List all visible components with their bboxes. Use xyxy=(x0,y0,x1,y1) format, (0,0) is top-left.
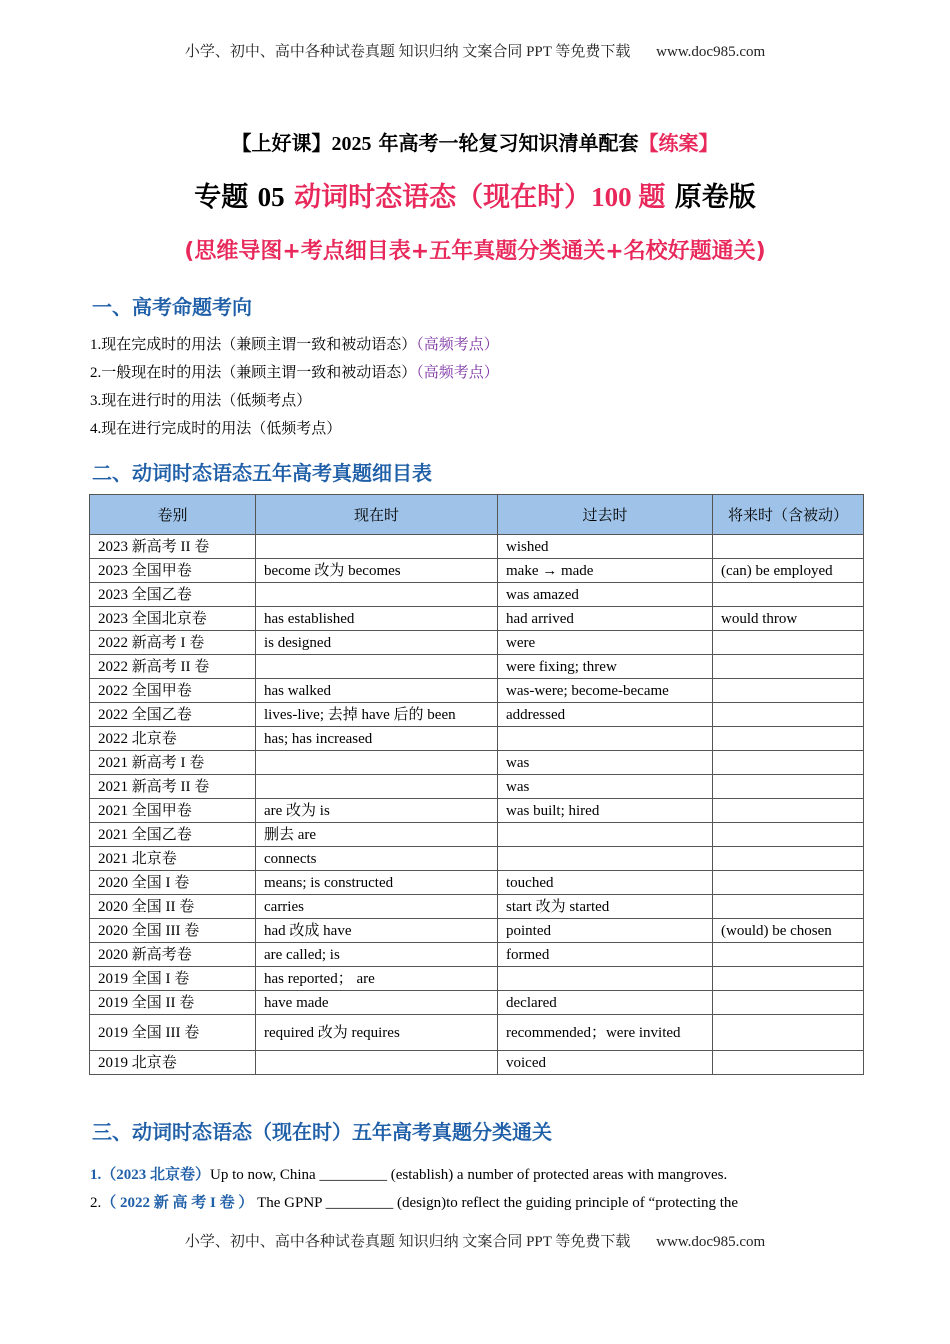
item-text: 3.现在进行时的用法（低频考点） xyxy=(90,393,312,409)
table-cell: had arrived xyxy=(498,607,713,631)
table-cell xyxy=(713,679,864,703)
section2-heading: 二、动词时态语态五年高考真题细目表 xyxy=(92,461,432,485)
section3-heading: 三、动词时态语态（现在时）五年高考真题分类通关 xyxy=(92,1120,552,1144)
table-cell xyxy=(713,535,864,559)
table-cell: carries xyxy=(256,895,498,919)
table-cell: has established xyxy=(256,607,498,631)
table-row xyxy=(90,991,864,1015)
list-item xyxy=(90,361,499,389)
table-row xyxy=(90,823,864,847)
table-cell: 2023 新高考 II 卷 xyxy=(90,535,256,559)
table-cell: 2020 全国 III 卷 xyxy=(90,919,256,943)
table-cell: 2019 全国 III 卷 xyxy=(90,1015,256,1051)
title-tag: 【练案】 xyxy=(638,131,719,155)
table-cell: 2023 全国甲卷 xyxy=(90,559,256,583)
table-cell: has reported； are xyxy=(256,967,498,991)
table-cell xyxy=(713,775,864,799)
item-tag: （高频考点） xyxy=(416,337,499,353)
table-cell: connects xyxy=(256,847,498,871)
table-row xyxy=(90,919,864,943)
section1-list xyxy=(90,333,499,445)
table-row xyxy=(90,799,864,823)
table-cell: 2021 新高考 II 卷 xyxy=(90,775,256,799)
item-tag: （高频考点） xyxy=(416,365,499,381)
question-1 xyxy=(90,1163,727,1184)
table-cell: 2022 新高考 I 卷 xyxy=(90,631,256,655)
title2-b: 05 xyxy=(257,182,285,212)
table-cell xyxy=(713,727,864,751)
table-cell: 2021 新高考 I 卷 xyxy=(90,751,256,775)
table-cell: 删去 are xyxy=(256,823,498,847)
table-cell: become 改为 becomes xyxy=(256,559,498,583)
table-row xyxy=(90,703,864,727)
title2-c: 动词时态语态（现在时） xyxy=(284,182,592,213)
table-cell xyxy=(713,655,864,679)
table-cell: 2021 全国乙卷 xyxy=(90,823,256,847)
page-footer xyxy=(0,1230,950,1251)
footer-text: 小学、初中、高中各种试卷真题 知识归纳 文案合同 PPT 等免费下载 xyxy=(184,1234,631,1250)
table-cell: 2021 全国甲卷 xyxy=(90,799,256,823)
title-year: 2025 xyxy=(331,133,372,155)
table-cell xyxy=(713,991,864,1015)
table-cell xyxy=(498,847,713,871)
table-row xyxy=(90,535,864,559)
q2-source: （ 2022 新 高 考 I 卷 ） xyxy=(101,1195,254,1211)
table-cell xyxy=(256,535,498,559)
title-line-3: (思维导图+考点细目表+五年真题分类通关+名校好题通关) xyxy=(184,239,766,264)
col-header-present: 现在时 xyxy=(256,495,498,535)
table-cell xyxy=(256,775,498,799)
table-cell: was amazed xyxy=(498,583,713,607)
table-cell xyxy=(713,703,864,727)
title2-d: 100 题 xyxy=(591,182,666,212)
table-cell xyxy=(713,823,864,847)
table-body xyxy=(90,535,864,1075)
table-cell xyxy=(713,943,864,967)
table-cell: were fixing; threw xyxy=(498,655,713,679)
table-cell xyxy=(713,1051,864,1075)
table-cell: had 改成 have xyxy=(256,919,498,943)
table-cell: 2021 北京卷 xyxy=(90,847,256,871)
table-cell: wished xyxy=(498,535,713,559)
table-row xyxy=(90,631,864,655)
table-cell: were xyxy=(498,631,713,655)
table-cell: has walked xyxy=(256,679,498,703)
table-row xyxy=(90,895,864,919)
table-row xyxy=(90,583,864,607)
table-cell: touched xyxy=(498,871,713,895)
section1-heading: 一、高考命题考向 xyxy=(92,295,252,319)
table-cell: required 改为 requires xyxy=(256,1015,498,1051)
table-cell: 2023 全国北京卷 xyxy=(90,607,256,631)
table-row xyxy=(90,847,864,871)
table-cell xyxy=(713,1015,864,1051)
q1-source: （2023 北京卷） xyxy=(101,1167,211,1183)
table-cell: 2020 全国 I 卷 xyxy=(90,871,256,895)
table-cell xyxy=(713,871,864,895)
question-2 xyxy=(90,1191,860,1212)
table-cell: 2022 全国甲卷 xyxy=(90,679,256,703)
title-main: 年高考一轮复习知识清单配套 xyxy=(371,131,639,155)
table-cell: is designed xyxy=(256,631,498,655)
table-cell: have made xyxy=(256,991,498,1015)
table-cell: formed xyxy=(498,943,713,967)
table-cell xyxy=(256,751,498,775)
col-header-past: 过去时 xyxy=(498,495,713,535)
table-cell: was xyxy=(498,775,713,799)
table-cell xyxy=(498,727,713,751)
item-text: 4.现在进行完成时的用法（低频考点） xyxy=(90,421,342,437)
table-row xyxy=(90,679,864,703)
table-row xyxy=(90,1051,864,1075)
table-cell: are 改为 is xyxy=(256,799,498,823)
table-cell xyxy=(498,967,713,991)
table-header-row xyxy=(90,495,864,535)
table-cell xyxy=(713,847,864,871)
table-row xyxy=(90,607,864,631)
table-cell xyxy=(713,631,864,655)
table-cell: start 改为 started xyxy=(498,895,713,919)
table-cell xyxy=(713,895,864,919)
table-cell: recommended；were invited xyxy=(498,1015,713,1051)
table-cell: (would) be chosen xyxy=(713,919,864,943)
title2-e: 原卷版 xyxy=(665,182,756,213)
table-row xyxy=(90,727,864,751)
page-header xyxy=(0,40,950,61)
table-cell: was-were; become-became xyxy=(498,679,713,703)
table-cell: make → made xyxy=(498,559,713,583)
item-text: 2.一般现在时的用法（兼顾主谓一致和被动语态） xyxy=(90,365,417,381)
table-cell xyxy=(256,583,498,607)
table-cell: 2020 新高考卷 xyxy=(90,943,256,967)
q1-num: 1. xyxy=(90,1167,102,1183)
list-item xyxy=(90,389,499,417)
table-cell: 2019 全国 I 卷 xyxy=(90,967,256,991)
table-cell xyxy=(256,655,498,679)
list-item xyxy=(90,333,499,361)
table-cell: 2019 北京卷 xyxy=(90,1051,256,1075)
list-item xyxy=(90,417,499,445)
table-cell: means; is constructed xyxy=(256,871,498,895)
title-line-2 xyxy=(0,175,950,214)
q1-text: Up to now, China _________ (establish) a number of protected areas with mangroves. xyxy=(210,1167,728,1183)
table-row xyxy=(90,1015,864,1051)
table-cell xyxy=(713,751,864,775)
col-header-paper: 卷别 xyxy=(90,495,256,535)
table-cell xyxy=(713,967,864,991)
table-cell: was built; hired xyxy=(498,799,713,823)
col-header-future: 将来时（含被动） xyxy=(713,495,864,535)
table-cell: 2020 全国 II 卷 xyxy=(90,895,256,919)
table-cell: (can) be employed xyxy=(713,559,864,583)
q2-text: The GPNP _________ (design)to reflect the guiding principle of “protecting the xyxy=(257,1195,739,1211)
table-row xyxy=(90,559,864,583)
header-text: 小学、初中、高中各种试卷真题 知识归纳 文案合同 PPT 等免费下载 xyxy=(184,44,631,60)
table-row xyxy=(90,871,864,895)
table-cell xyxy=(713,799,864,823)
table-cell xyxy=(713,583,864,607)
q2-num: 2. xyxy=(90,1195,102,1211)
title2-a: 专题 xyxy=(194,182,258,213)
item-text: 1.现在完成时的用法（兼顾主谓一致和被动语态） xyxy=(90,337,417,353)
table-cell: voiced xyxy=(498,1051,713,1075)
title-line-1 xyxy=(0,127,950,156)
table-cell: are called; is xyxy=(256,943,498,967)
table-row xyxy=(90,655,864,679)
exam-table xyxy=(89,494,864,1075)
table-cell: 2022 全国乙卷 xyxy=(90,703,256,727)
table-cell: 2023 全国乙卷 xyxy=(90,583,256,607)
header-site-link[interactable]: www.doc985.com xyxy=(656,44,766,60)
table-cell: 2019 全国 II 卷 xyxy=(90,991,256,1015)
table-cell: pointed xyxy=(498,919,713,943)
table-cell: 2022 北京卷 xyxy=(90,727,256,751)
table-row xyxy=(90,751,864,775)
table-cell: addressed xyxy=(498,703,713,727)
footer-site-link[interactable]: www.doc985.com xyxy=(656,1234,766,1250)
table-cell: was xyxy=(498,751,713,775)
table-cell: 2022 新高考 II 卷 xyxy=(90,655,256,679)
table-row xyxy=(90,775,864,799)
table-row xyxy=(90,967,864,991)
title-prefix: 【上好课】 xyxy=(231,131,332,155)
table-cell: would throw xyxy=(713,607,864,631)
table-row xyxy=(90,943,864,967)
table-cell: has; has increased xyxy=(256,727,498,751)
table-cell: lives-live; 去掉 have 后的 been xyxy=(256,703,498,727)
table-cell xyxy=(256,1051,498,1075)
table-cell xyxy=(498,823,713,847)
table-cell: declared xyxy=(498,991,713,1015)
